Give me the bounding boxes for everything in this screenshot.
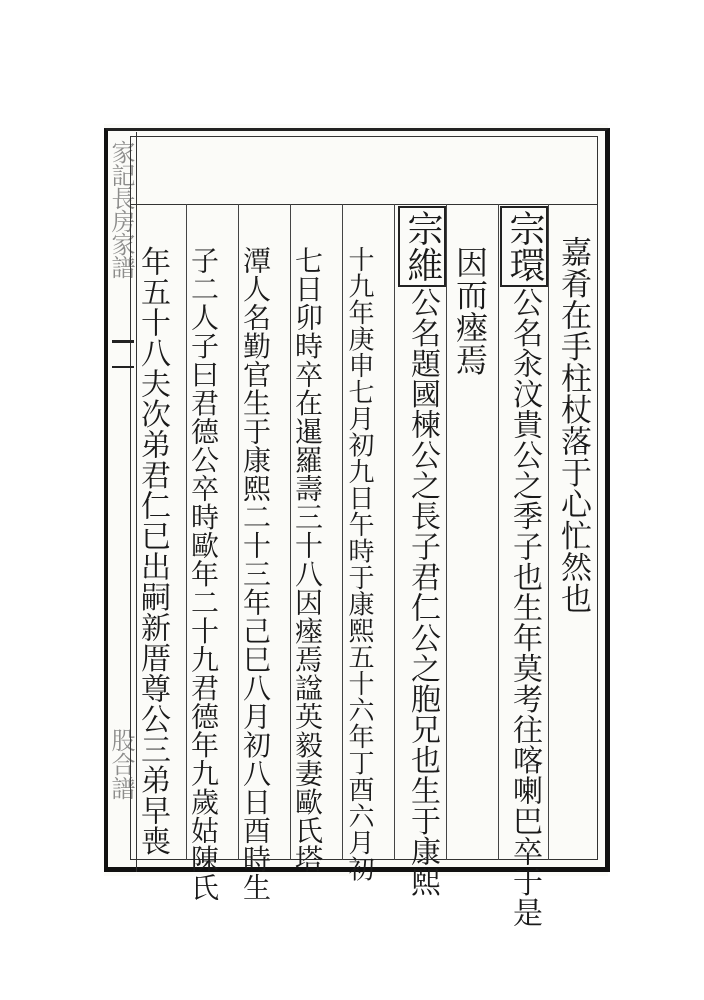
text-column-2: 嘉肴在手柱杖落于心忙然也: [555, 236, 591, 614]
column-divider: [342, 204, 343, 860]
column-divider: [548, 204, 549, 860]
banxin-page-mark: 股合譜: [107, 728, 135, 800]
text-column-7: 潭人名勤官生于康熙二十三年己巳八月初八日酉時生: [239, 246, 272, 902]
text-column-6: 七日卯時卒在暹羅壽三十八因瘞焉諡英毅妻歐氏塔: [291, 246, 324, 873]
person-name-box: 宗維: [398, 206, 446, 287]
entry-text: 名題國楝公之長子君仁公之胞兄也生于康熙: [405, 317, 440, 897]
column-divider: [394, 204, 395, 860]
text-column-1: [500, 206, 548, 928]
name-suffix: 公: [507, 287, 542, 318]
header-rule: [130, 204, 598, 205]
column-divider: [446, 204, 447, 860]
column-divider: [498, 204, 499, 860]
text-column-4: [398, 206, 446, 897]
text-column-3: 因而瘞焉: [451, 246, 489, 376]
text-column-8: 子二人子曰君德公卒時歐年二十九君德年九歲姑陳氏: [187, 246, 220, 902]
banxin-title: 家記長房家譜: [107, 140, 135, 278]
fishtail-mark: [112, 340, 134, 368]
text-column-9: 年五十八夫次弟君仁已出嗣新厝尊公三弟早喪: [135, 246, 170, 856]
entry-text: 名汆汶貴公之季子也生年莫考往喀喇巴卒于是: [507, 317, 542, 928]
text-column-5: 十九年庚申七月初九日午時于康熙五十六年丁酉六月初: [344, 246, 374, 882]
name-suffix: 公: [405, 287, 440, 318]
person-name-box: 宗環: [500, 206, 548, 287]
